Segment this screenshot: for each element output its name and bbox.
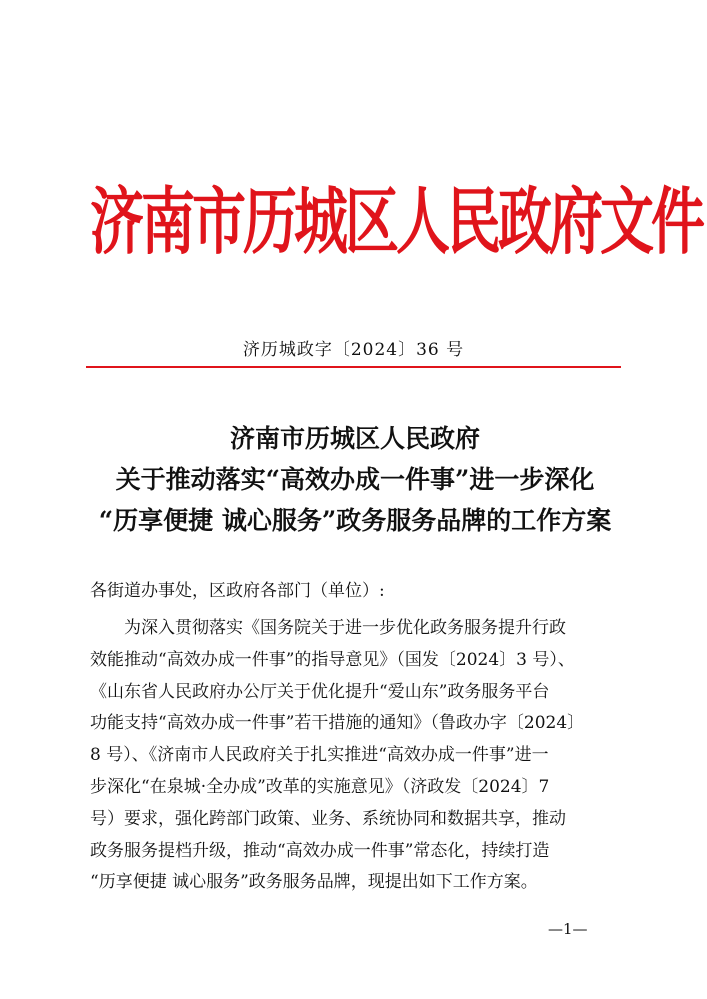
body-line: 8 号）、《济南市人民政府关于扎实推进“高效办成一件事”进一: [90, 745, 549, 766]
document-title: [60, 418, 650, 541]
body-line: “历享便捷 诚心服务”政务服务品牌，现提出如下工作方案。: [90, 872, 538, 893]
body-line: 功能支持“高效办成一件事”若干措施的通知》（鲁政办字〔2024〕: [90, 713, 585, 734]
document-header-title: 济南市历城区人民政府文件: [90, 179, 702, 265]
title-line-1: 济南市历城区人民政府: [229, 424, 480, 453]
page-number: —1—: [548, 920, 588, 938]
red-divider-line: [86, 366, 621, 368]
body-line: 号）要求，强化跨部门政策、业务、系统协同和数据共享，推动: [90, 808, 566, 829]
document-number: 济历城政字〔2024〕36 号: [242, 340, 465, 360]
salutation: 各街道办事处，区政府各部门（单位）:: [90, 581, 385, 601]
body-line: 为深入贯彻落实《国务院关于进一步优化政务服务提升行政: [90, 618, 566, 638]
body-line: 效能推动“高效办成一件事”的指导意见》（国发〔2024〕3 号）、: [90, 649, 575, 670]
body-line: 步深化“在泉城·全办成”改革的实施意见》（济政发〔2024〕7: [90, 776, 550, 797]
body-line: 政务服务提档升级，推动“高效办成一件事”常态化，持续打造: [90, 840, 550, 861]
body-line: 《山东省人民政府办公厅关于优化提升“爱山东”政务服务平台: [90, 681, 550, 702]
title-line-3: “历享便捷 诚心服务”政务服务品牌的工作方案: [98, 506, 612, 535]
title-line-2: 关于推动落实“高效办成一件事”进一步深化: [115, 465, 595, 494]
body-paragraph: [90, 613, 630, 899]
